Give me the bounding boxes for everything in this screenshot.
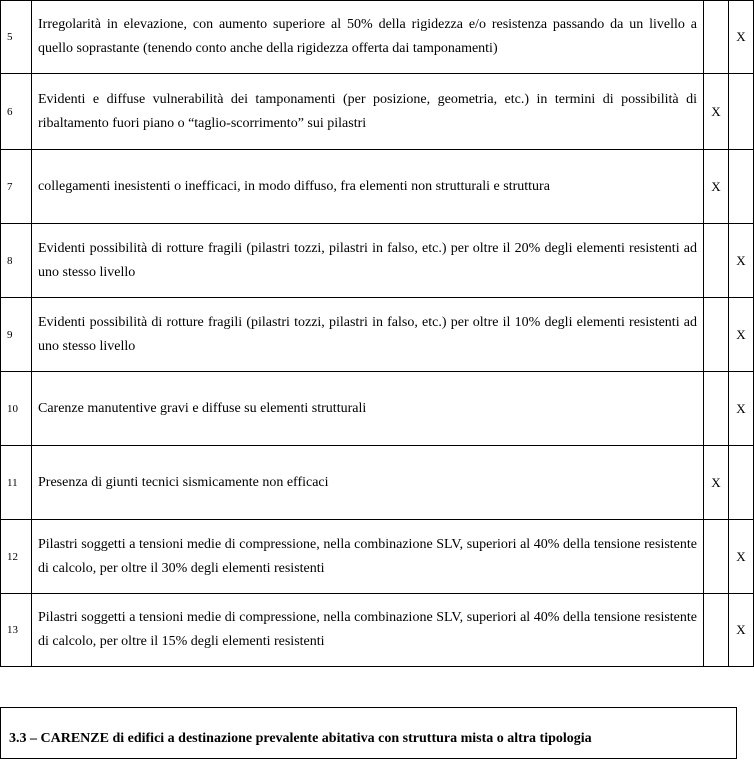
row-number: 13: [1, 594, 32, 667]
table-row: [1, 74, 754, 150]
mark-cell-2: [729, 150, 754, 224]
row-number: 7: [1, 150, 32, 224]
row-description: Evidenti e diffuse vulnerabilità dei tamponamenti (per posizione, geometria, etc.) in termini di possibilità di ribaltamento fuori piano o “taglio-scorrimento” sui pilastri: [32, 74, 704, 150]
row-number: 8: [1, 224, 32, 298]
mark-cell-1: [704, 298, 729, 372]
table-row: [1, 446, 754, 520]
mark-cell-1: [704, 1, 729, 74]
mark-cell-2: X: [729, 1, 754, 74]
mark-cell-2: [729, 74, 754, 150]
mark-cell-2: X: [729, 298, 754, 372]
row-description: Pilastri soggetti a tensioni medie di compressione, nella combinazione SLV, superiori al 40% della tensione resistente di calcolo, per oltre il 30% degli elementi resistenti: [32, 520, 704, 594]
section-title: 3.3 – CARENZE di edifici a destinazione prevalente abitativa con struttura mista o altra tipologia: [9, 731, 592, 746]
mark-cell-2: X: [729, 372, 754, 446]
table-row: [1, 298, 754, 372]
mark-cell-1: [704, 372, 729, 446]
row-number: 6: [1, 74, 32, 150]
table-row: [1, 224, 754, 298]
mark-cell-2: X: [729, 224, 754, 298]
row-number: 11: [1, 446, 32, 520]
mark-cell-1: [704, 594, 729, 667]
row-description: Evidenti possibilità di rotture fragili (pilastri tozzi, pilastri in falso, etc.) per oltre il 10% degli elementi resistenti ad uno stesso livello: [32, 298, 704, 372]
table-row: [1, 594, 754, 667]
row-description: Evidenti possibilità di rotture fragili (pilastri tozzi, pilastri in falso, etc.) per oltre il 20% degli elementi resistenti ad uno stesso livello: [32, 224, 704, 298]
mark-cell-1: X: [704, 150, 729, 224]
table-row: [1, 1, 754, 74]
row-description: Presenza di giunti tecnici sismicamente non efficaci: [32, 446, 704, 520]
row-description: Carenze manutentive gravi e diffuse su elementi strutturali: [32, 372, 704, 446]
row-description: Irregolarità in elevazione, con aumento superiore al 50% della rigidezza e/o resistenza passando da un livello a quello soprastante (tenendo conto anche della rigidezza offerta dai tamponamenti): [32, 1, 704, 74]
table-row: [1, 150, 754, 224]
table-row: [1, 520, 754, 594]
row-description: Pilastri soggetti a tensioni medie di compressione, nella combinazione SLV, superiori al 40% della tensione resistente di calcolo, per oltre il 15% degli elementi resistenti: [32, 594, 704, 667]
row-number: 9: [1, 298, 32, 372]
section-heading-box: [0, 707, 737, 759]
mark-cell-2: [729, 446, 754, 520]
row-number: 12: [1, 520, 32, 594]
mark-cell-1: X: [704, 74, 729, 150]
row-description: collegamenti inesistenti o inefficaci, in modo diffuso, fra elementi non strutturali e struttura: [32, 150, 704, 224]
mark-cell-2: X: [729, 520, 754, 594]
mark-cell-1: X: [704, 446, 729, 520]
table-row: [1, 372, 754, 446]
mark-cell-1: [704, 224, 729, 298]
row-number: 10: [1, 372, 32, 446]
row-number: 5: [1, 1, 32, 74]
mark-cell-2: X: [729, 594, 754, 667]
mark-cell-1: [704, 520, 729, 594]
